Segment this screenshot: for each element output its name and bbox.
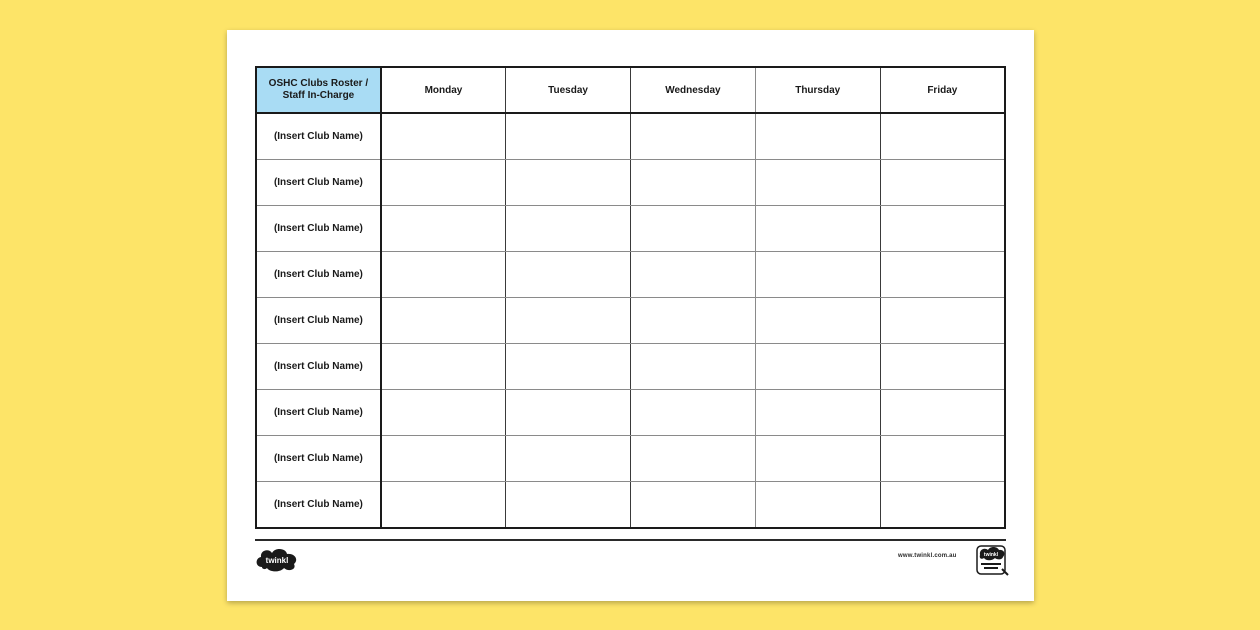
table-row — [256, 390, 1005, 436]
roster-cell — [506, 113, 631, 159]
table-row — [256, 251, 1005, 297]
roster-cell — [381, 390, 506, 436]
roster-cell — [381, 436, 506, 482]
table-row — [256, 205, 1005, 251]
badge-logo-text: twinkl — [983, 552, 999, 558]
roster-cell — [755, 205, 880, 251]
roster-cell — [755, 436, 880, 482]
roster-cell — [755, 251, 880, 297]
club-name-cell: (Insert Club Name) — [256, 297, 381, 343]
roster-cell — [506, 297, 631, 343]
roster-cell — [880, 113, 1005, 159]
club-name-cell: (Insert Club Name) — [256, 205, 381, 251]
roster-cell — [880, 436, 1005, 482]
roster-cell — [381, 159, 506, 205]
roster-cell — [880, 390, 1005, 436]
club-name-cell: (Insert Club Name) — [256, 436, 381, 482]
roster-cell — [506, 436, 631, 482]
roster-table — [255, 66, 1006, 529]
roster-cell — [506, 159, 631, 205]
table-row — [256, 436, 1005, 482]
club-name-cell: (Insert Club Name) — [256, 251, 381, 297]
day-header-wednesday: Wednesday — [630, 67, 755, 113]
roster-cell — [880, 482, 1005, 528]
roster-cell — [630, 159, 755, 205]
roster-cell — [630, 297, 755, 343]
day-header-monday: Monday — [381, 67, 506, 113]
roster-cell — [630, 482, 755, 528]
roster-cell — [630, 251, 755, 297]
roster-cell — [506, 205, 631, 251]
roster-cell — [880, 205, 1005, 251]
table-row — [256, 113, 1005, 159]
table-row — [256, 344, 1005, 390]
day-header-tuesday: Tuesday — [506, 67, 631, 113]
club-name-cell: (Insert Club Name) — [256, 344, 381, 390]
twinkl-logo-icon — [254, 545, 300, 573]
roster-cell — [381, 344, 506, 390]
table-row — [256, 482, 1005, 528]
roster-cell — [381, 297, 506, 343]
roster-cell — [755, 482, 880, 528]
roster-cell — [630, 113, 755, 159]
roster-cell — [880, 344, 1005, 390]
roster-cell — [630, 344, 755, 390]
club-name-cell: (Insert Club Name) — [256, 159, 381, 205]
twinkl-badge-icon — [975, 542, 1009, 578]
footer-url: www.twinkl.com.au — [898, 553, 957, 559]
roster-cell — [630, 390, 755, 436]
roster-cell — [880, 251, 1005, 297]
roster-cell — [755, 297, 880, 343]
table-row — [256, 159, 1005, 205]
roster-cell — [880, 159, 1005, 205]
roster-cell — [630, 205, 755, 251]
footer-divider — [255, 539, 1006, 541]
corner-header: OSHC Clubs Roster / Staff In-Charge — [256, 67, 381, 113]
day-header-thursday: Thursday — [755, 67, 880, 113]
day-header-friday: Friday — [880, 67, 1005, 113]
club-name-cell: (Insert Club Name) — [256, 390, 381, 436]
club-name-cell: (Insert Club Name) — [256, 113, 381, 159]
brand-logo-text: twinkl — [265, 556, 289, 565]
roster-cell — [755, 159, 880, 205]
roster-cell — [755, 390, 880, 436]
roster-cell — [381, 251, 506, 297]
roster-cell — [381, 113, 506, 159]
roster-cell — [755, 344, 880, 390]
header-row — [256, 67, 1005, 113]
table-row — [256, 297, 1005, 343]
roster-cell — [506, 482, 631, 528]
roster-cell — [381, 205, 506, 251]
roster-cell — [506, 344, 631, 390]
roster-cell — [381, 482, 506, 528]
roster-cell — [755, 113, 880, 159]
roster-cell — [506, 390, 631, 436]
worksheet-page — [227, 30, 1034, 601]
roster-cell — [880, 297, 1005, 343]
roster-cell — [630, 436, 755, 482]
club-name-cell: (Insert Club Name) — [256, 482, 381, 528]
roster-cell — [506, 251, 631, 297]
